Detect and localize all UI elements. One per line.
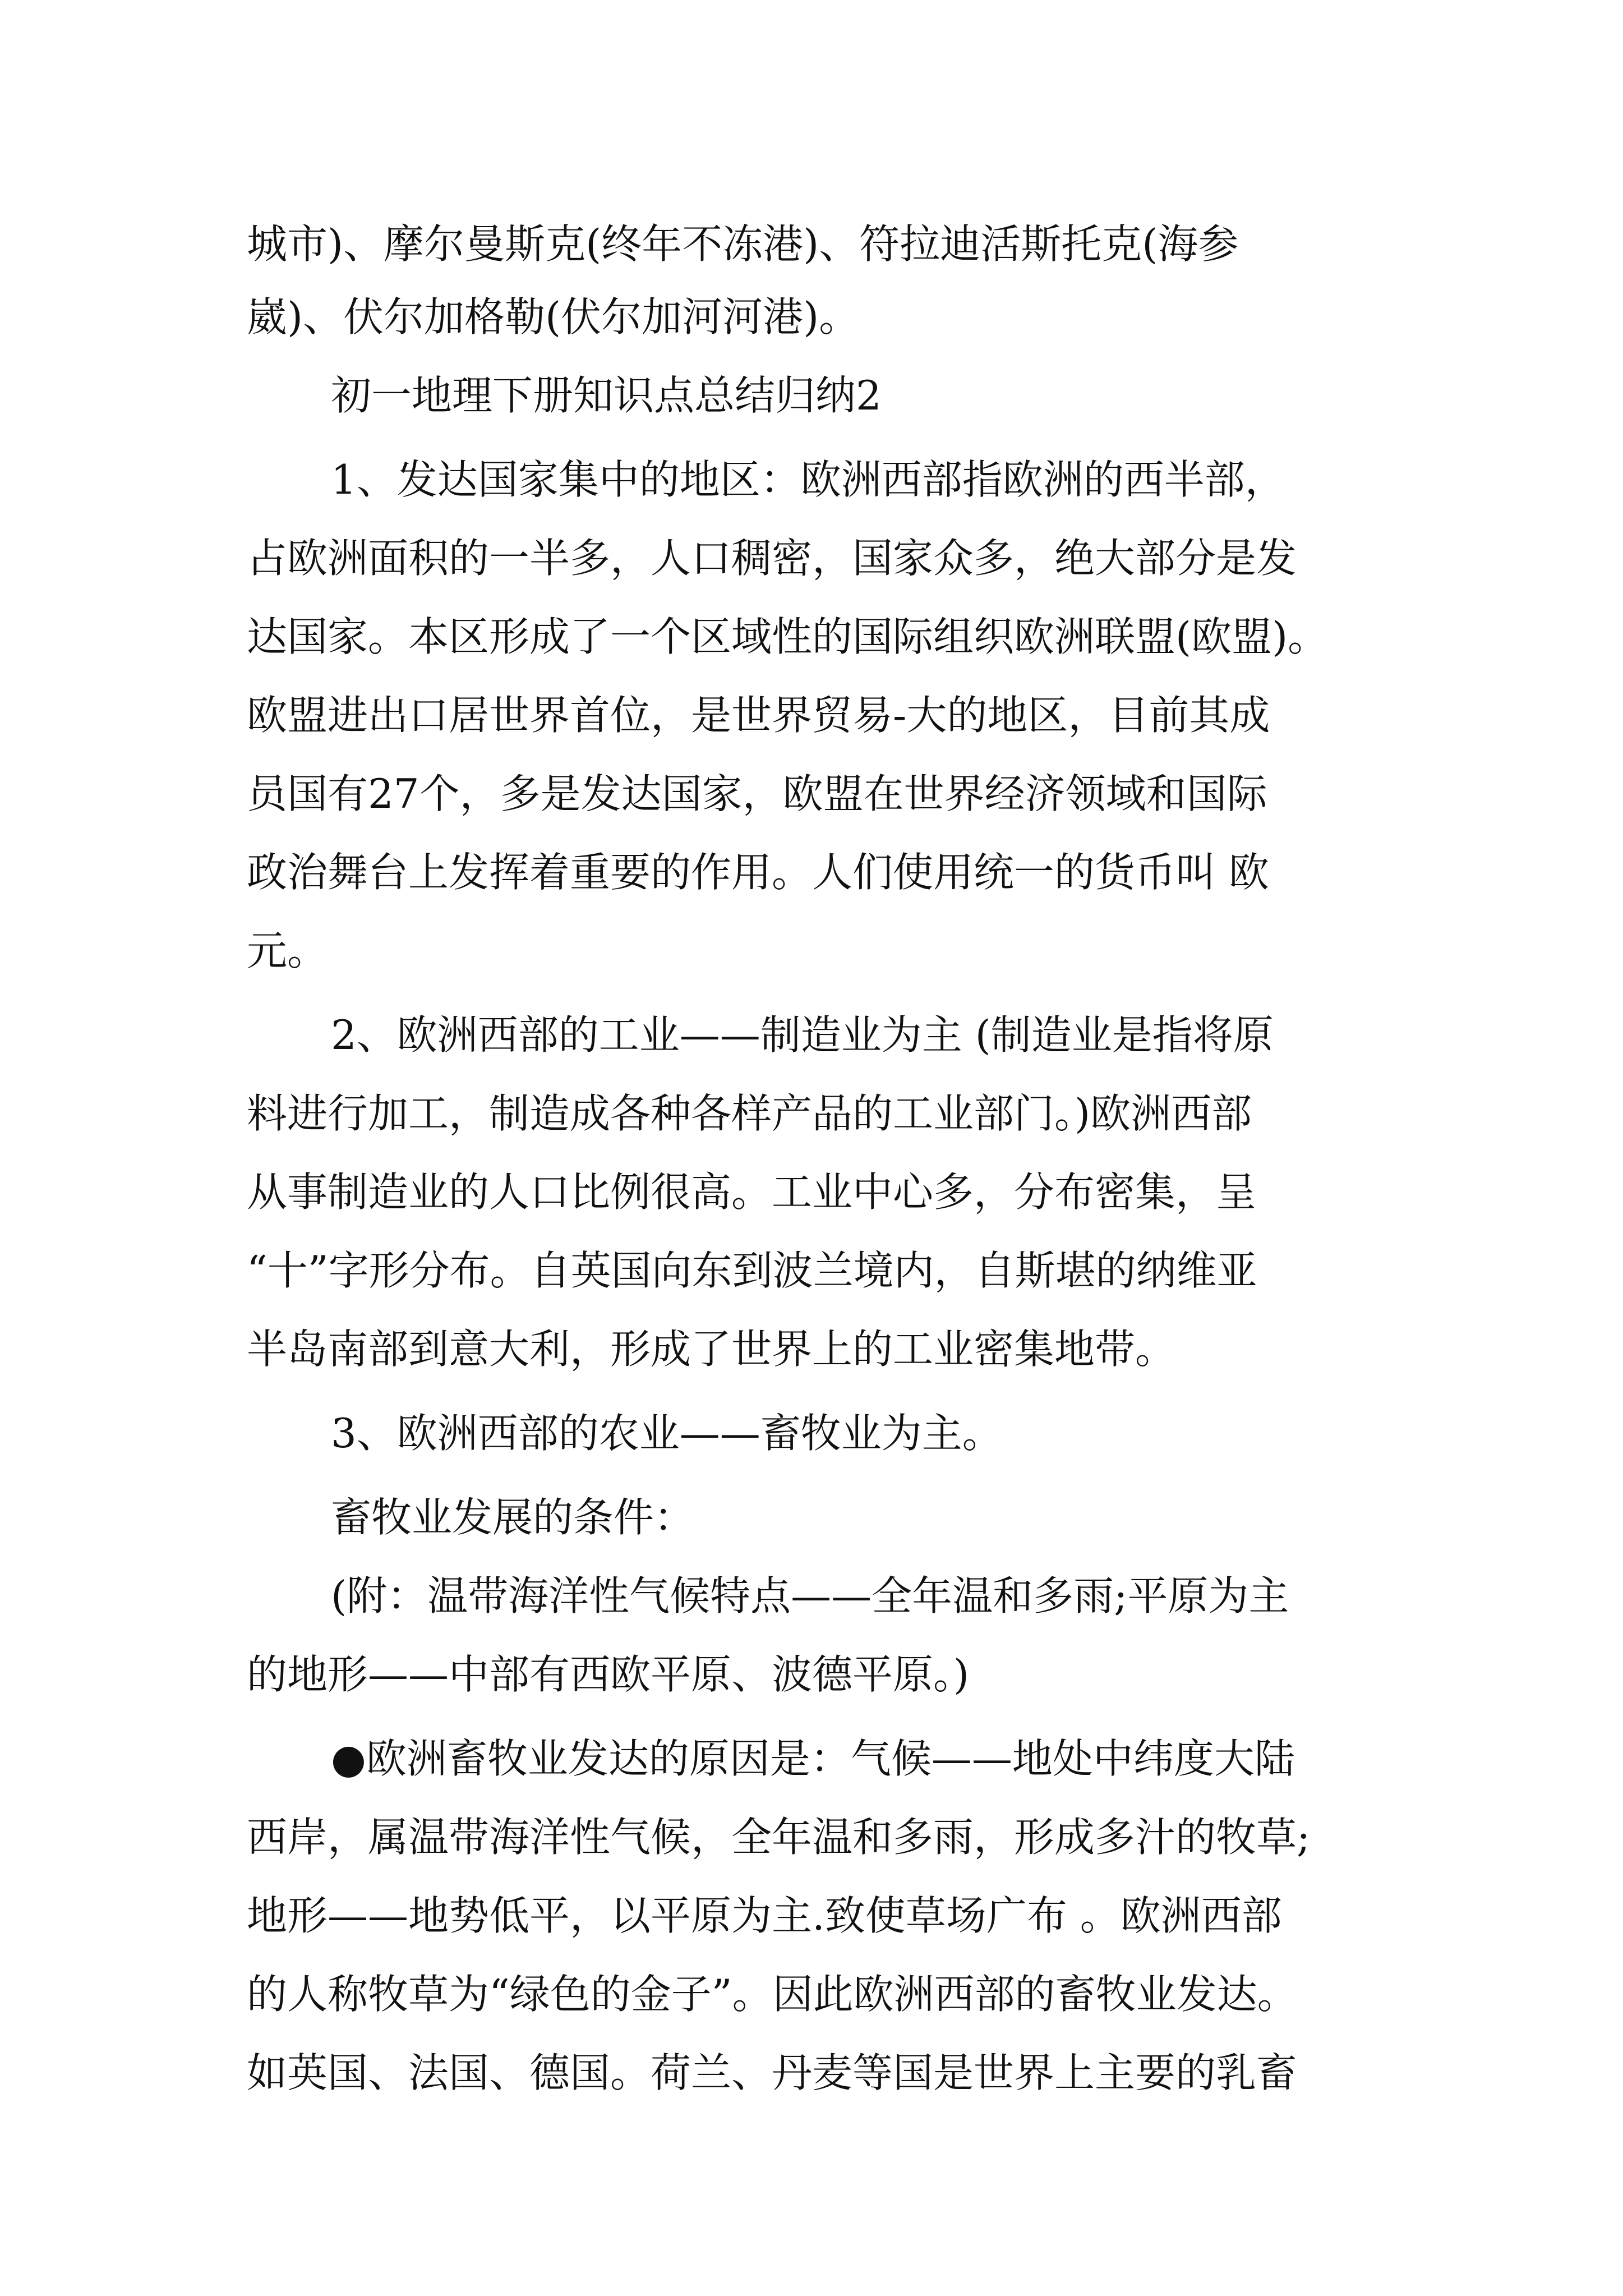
text-line: 的人称牧草为“绿色的金子”。因此欧洲西部的畜牧业发达。	[247, 1971, 1298, 2018]
text-line: 的地形——中部有西欧平原、波德平原。)	[247, 1651, 970, 1698]
text-line: 畜牧业发展的条件：	[331, 1494, 695, 1541]
text-line: 政治舞台上发挥着重要的作用。人们使用统一的货币叫 欧	[247, 849, 1269, 896]
text-line: 欧盟进出口居世界首位，是世界贸易-大的地区，目前其成	[247, 692, 1270, 739]
text-line: 如英国、法国、德国。荷兰、丹麦等国是世界上主要的乳畜	[247, 2049, 1297, 2096]
text-line: 达国家。本区形成了一个区域性的国际组织欧洲联盟(欧盟)。	[247, 613, 1329, 660]
text-line: ●欧洲畜牧业发达的原因是：气候——地处中纬度大陆	[331, 1735, 1295, 1782]
section-heading: 初一地理下册知识点总结归纳2	[331, 372, 882, 419]
text-line: (附：温带海洋性气候特点——全年温和多雨;平原为主	[331, 1572, 1289, 1619]
text-line: “十”字形分布。自英国向东到波兰境内，自斯堪的纳维亚	[247, 1247, 1257, 1294]
text-line: 半岛南部到意大利，形成了世界上的工业密集地带。	[247, 1326, 1176, 1373]
text-line: 1、发达国家集中的地区：欧洲西部指欧洲的西半部，	[331, 456, 1285, 503]
text-line: 从事制造业的人口比例很高。工业中心多，分布密集，呈	[247, 1168, 1257, 1216]
text-line: 员国有27个，多是发达国家，欧盟在世界经济领域和国际	[247, 770, 1267, 817]
text-line: 西岸，属温带海洋性气候，全年温和多雨，形成多汁的牧草;	[247, 1814, 1311, 1861]
text-line: 崴)、伏尔加格勒(伏尔加河河港)。	[247, 293, 860, 341]
text-line: 2、欧洲西部的工业——制造业为主 (制造业是指将原	[331, 1011, 1274, 1059]
text-line: 3、欧洲西部的农业——畜牧业为主。	[331, 1410, 1003, 1457]
text-line: 占欧洲面积的一半多，人口稠密，国家众多，绝大部分是发	[247, 535, 1297, 582]
text-line: 地形——地势低平，以平原为主.致使草场广布 。欧洲西部	[247, 1892, 1282, 1939]
text-line: 元。	[247, 927, 328, 974]
text-line: 料进行加工，制造成各种各样产品的工业部门。)欧洲西部	[247, 1090, 1252, 1137]
text-line: 城市)、摩尔曼斯克(终年不冻港)、符拉迪活斯托克(海参	[247, 220, 1239, 268]
